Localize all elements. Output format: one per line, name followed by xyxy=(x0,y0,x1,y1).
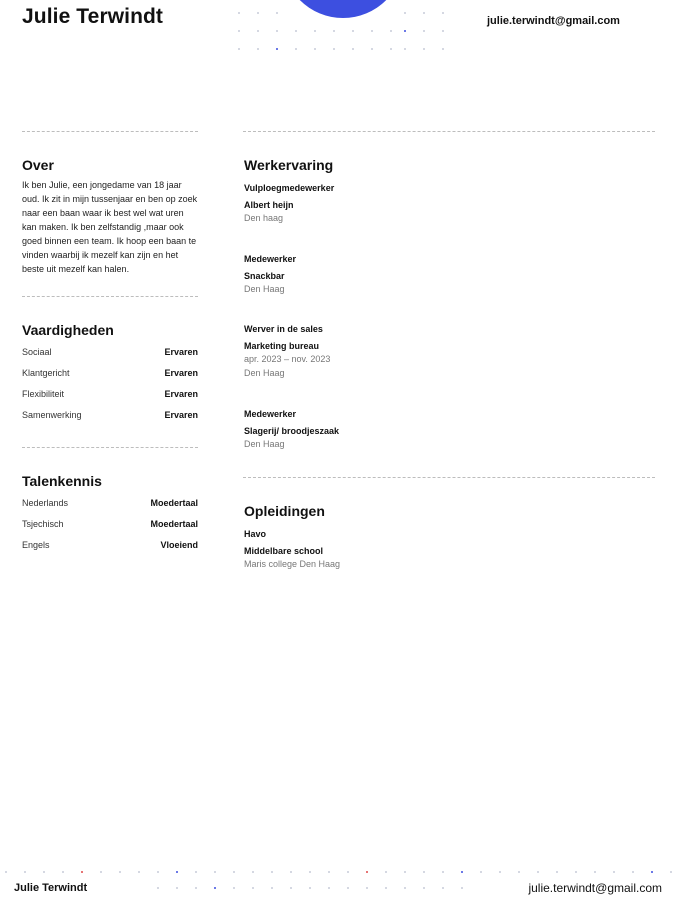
job-company: Marketing bureau xyxy=(244,341,320,351)
skill-level: Ervaren xyxy=(164,410,198,420)
language-level: Moedertaal xyxy=(150,498,198,508)
education-location: Maris college Den Haag xyxy=(244,559,341,569)
languages-title: Talenkennis xyxy=(22,473,102,489)
skill-row xyxy=(22,347,198,361)
header-email: julie.terwindt@gmail.com xyxy=(487,15,620,27)
skill-name: Sociaal xyxy=(22,347,52,357)
education-degree: Havo xyxy=(244,529,267,539)
education-title: Opleidingen xyxy=(244,503,325,519)
skill-level: Ervaren xyxy=(164,368,198,378)
decorative-circle xyxy=(282,0,404,18)
divider xyxy=(243,131,655,132)
experience-item xyxy=(244,253,544,296)
footer-email: julie.terwindt@gmail.com xyxy=(528,881,662,895)
skill-row xyxy=(22,368,198,382)
divider xyxy=(22,296,198,297)
experience-item xyxy=(244,323,544,380)
language-row xyxy=(22,498,198,512)
job-company: Slagerij/ broodjeszaak xyxy=(244,426,340,436)
divider xyxy=(22,447,198,448)
skill-row xyxy=(22,410,198,424)
skills-title: Vaardigheden xyxy=(22,322,114,338)
job-location: Den Haag xyxy=(244,439,285,449)
education-school: Middelbare school xyxy=(244,546,324,556)
page-title-name: Julie Terwindt xyxy=(22,5,164,28)
skill-name: Klantgericht xyxy=(22,368,70,378)
job-role: Vulploegmedewerker xyxy=(244,183,335,193)
language-row xyxy=(22,519,198,533)
footer-name: Julie Terwindt xyxy=(14,882,88,894)
about-title: Over xyxy=(22,157,54,173)
job-location: Den Haag xyxy=(244,284,285,294)
divider xyxy=(22,131,198,132)
skill-level: Ervaren xyxy=(164,389,198,399)
language-name: Tsjechisch xyxy=(22,519,64,529)
skill-level: Ervaren xyxy=(164,347,198,357)
language-row xyxy=(22,540,198,554)
education-item xyxy=(244,528,544,571)
job-role: Werver in de sales xyxy=(244,324,323,334)
experience-item xyxy=(244,182,544,225)
experience-item xyxy=(244,408,544,451)
language-level: Vloeiend xyxy=(160,540,198,550)
skill-row xyxy=(22,389,198,403)
job-company: Albert heijn xyxy=(244,200,294,210)
skill-name: Flexibiliteit xyxy=(22,389,65,399)
skill-name: Samenwerking xyxy=(22,410,82,420)
language-level: Moedertaal xyxy=(150,519,198,529)
about-text: Ik ben Julie, een jongedame van 18 jaar oud. Ik zit in mijn tussenjaar en ben op zoek naar een baan waar ik best wel wat uren kan maken. Ik ben zelfstandig ,maar ook goed binnen een team. Ik hoop een baan te vinden waarbij ik mezelf kan zijn en het beste uit mezelf kan halen. xyxy=(22,180,198,274)
experience-title: Werkervaring xyxy=(244,157,334,173)
language-name: Engels xyxy=(22,540,50,550)
job-period: apr. 2023 – nov. 2023 xyxy=(244,354,331,364)
job-location: Den haag xyxy=(244,213,284,223)
job-role: Medewerker xyxy=(244,409,297,419)
divider xyxy=(243,477,655,478)
job-location: Den Haag xyxy=(244,368,285,378)
language-name: Nederlands xyxy=(22,498,69,508)
job-role: Medewerker xyxy=(244,254,297,264)
job-company: Snackbar xyxy=(244,271,285,281)
